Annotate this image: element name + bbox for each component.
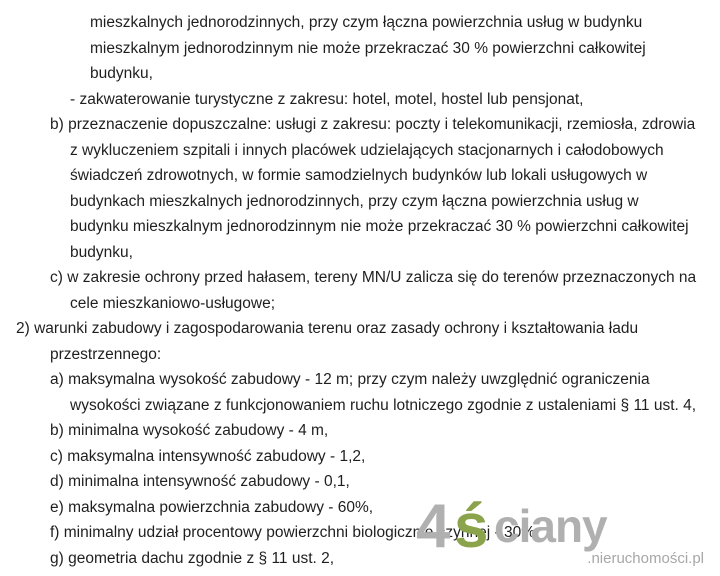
watermark-number: 4 bbox=[416, 492, 451, 561]
watermark-brand: ciany bbox=[494, 500, 607, 552]
text-line: przestrzennego: bbox=[50, 346, 162, 363]
text-line: g) geometria dachu zgodnie z § 11 ust. 2, bbox=[50, 550, 335, 567]
text-line: wysokości związane z funkcjonowaniem ruchu lotniczego zgodnie z ustaleniami § 11 ust. 4, bbox=[70, 397, 697, 414]
text-line: budynku, bbox=[90, 65, 153, 82]
cut-off-line bbox=[90, 0, 94, 10]
text-line: c) w zakresie ochrony przed hałasem, tereny MN/U zalicza się do terenów przeznaczonych na bbox=[50, 269, 697, 286]
text-line: b) minimalna wysokość zabudowy - 4 m, bbox=[50, 422, 329, 439]
text-line: a) maksymalna wysokość zabudowy - 12 m; przy czym należy uwzględnić ograniczenia bbox=[50, 371, 650, 388]
text-line: budynkach mieszkalnych jednorodzinnych, przy czym łączna powierzchnia usług w bbox=[70, 193, 639, 210]
text-line: d) minimalna intensywność zabudowy - 0,1, bbox=[50, 473, 350, 490]
text-line: mieszkalnych jednorodzinnych, przy czym łączna powierzchnia usług w budynku bbox=[90, 14, 643, 31]
text-line: świadczeń zdrowotnych, w formie samodzielnych budynków lub lokali usługowych w bbox=[70, 167, 648, 184]
text-line: f) minimalny udział procentowy powierzchni biologicznie czynnej - 30%, bbox=[50, 524, 540, 541]
text-line: budynku mieszkalnym jednorodzinnym nie może przekraczać 30 % powierzchni całkowitej bbox=[70, 218, 689, 235]
watermark-domain: .nieruchomości.pl bbox=[587, 550, 704, 567]
text-line: c) maksymalna intensywność zabudowy - 1,2, bbox=[50, 448, 366, 465]
text-line: 2) warunki zabudowy i zagospodarowania terenu oraz zasady ochrony i kształtowania ładu bbox=[16, 320, 639, 337]
watermark-s-letter: ś bbox=[454, 492, 489, 561]
text-line: b) przeznaczenie dopuszczalne: usługi z zakresu: poczty i telekomunikacji, rzemiosła, zdrowia bbox=[50, 116, 696, 133]
text-line: e) maksymalna powierzchnia zabudowy - 60%, bbox=[50, 499, 374, 516]
text-line: cele mieszkaniowo-usługowe; bbox=[70, 295, 276, 312]
text-line: z wykluczeniem szpitali i innych placówek udzielających stacjonarnych i całodobowych bbox=[70, 142, 664, 159]
text-line: mieszkalnym jednorodzinnym nie może przekraczać 30 % powierzchni całkowitej bbox=[90, 40, 646, 57]
text-line: - zakwaterowanie turystyczne z zakresu: hotel, motel, hostel lub pensjonat, bbox=[70, 91, 584, 108]
watermark-logo bbox=[416, 492, 716, 576]
text-line: budynku, bbox=[70, 244, 133, 261]
